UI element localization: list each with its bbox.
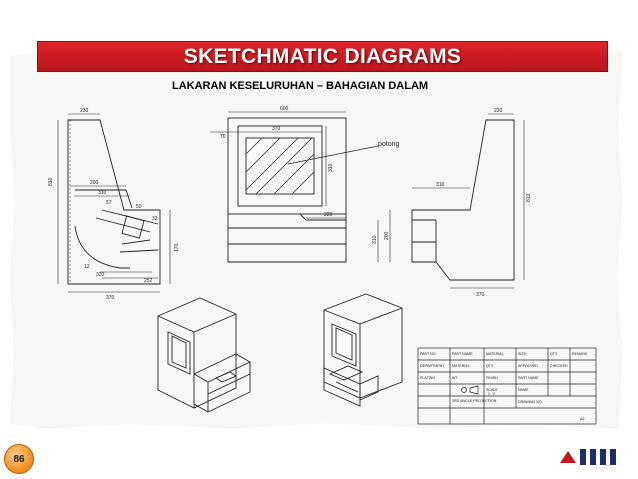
page-number: 86 bbox=[13, 453, 25, 465]
dim-label: 32 bbox=[152, 216, 158, 222]
dim-label: 370 bbox=[272, 126, 281, 132]
page-number-badge bbox=[4, 444, 34, 474]
title-banner bbox=[37, 41, 608, 72]
isometric-view-1 bbox=[158, 298, 250, 412]
dim-label: 200 bbox=[384, 231, 390, 240]
dim-label: 70 bbox=[220, 134, 226, 140]
title-block-cell: PLATING bbox=[420, 376, 436, 380]
dim-label: 57 bbox=[106, 200, 112, 206]
dim-label: 320 bbox=[96, 272, 105, 278]
callout-label: potong bbox=[378, 141, 400, 148]
dim-label: 310 bbox=[98, 190, 107, 196]
title-block-cell: 3RD ANGLE PROJECTION bbox=[452, 399, 497, 403]
front-view bbox=[210, 112, 346, 262]
title-block-cell: QTY bbox=[486, 364, 494, 368]
title-block-cell: SIZE bbox=[518, 352, 526, 356]
dim-label: 810 bbox=[48, 177, 54, 186]
title-block-cell: WT bbox=[452, 376, 458, 380]
title-block-cell: CHECKED bbox=[550, 364, 568, 368]
dim-label: 12 bbox=[84, 264, 90, 270]
title-block-cell: MATERIAL bbox=[452, 364, 470, 368]
slide-title: SKETCHMATIC DIAGRAMS bbox=[183, 44, 462, 68]
right-side-view bbox=[378, 114, 524, 288]
dim-label: 170 bbox=[174, 243, 180, 252]
dim-label: 50 bbox=[136, 204, 142, 210]
title-block-cell: DEPARTMENT bbox=[420, 364, 445, 368]
dim-label: 220 bbox=[494, 108, 503, 114]
dim-label: 600 bbox=[280, 106, 289, 112]
title-block-cell: FINISH bbox=[486, 376, 498, 380]
title-block-cell: QTY bbox=[550, 352, 558, 356]
dim-label: 310 bbox=[372, 235, 378, 244]
dim-label: 810 bbox=[526, 193, 532, 202]
title-block-cell: PART NAME bbox=[518, 376, 539, 380]
title-block-cell: REMARK bbox=[572, 352, 588, 356]
dim-label: 370 bbox=[476, 292, 485, 298]
title-block-cell: 1 : 2 bbox=[488, 392, 495, 396]
title-block-cell: NAME bbox=[518, 388, 529, 392]
title-block-cell: PART NO. bbox=[420, 352, 437, 356]
technical-drawing bbox=[40, 92, 600, 426]
left-side-view bbox=[58, 114, 170, 292]
dim-label: 310 bbox=[436, 182, 445, 188]
dim-label: 252 bbox=[144, 278, 153, 284]
title-block-cell: APPROVED bbox=[518, 364, 538, 368]
dim-label: 370 bbox=[106, 295, 115, 301]
dim-label: 220 bbox=[324, 212, 333, 218]
title-block-cell: PART NAME bbox=[452, 352, 473, 356]
title-block-cell: MATERIAL bbox=[486, 352, 504, 356]
title-block bbox=[418, 348, 596, 424]
title-block-cell: SCALE bbox=[486, 388, 498, 392]
dim-label: 200 bbox=[90, 180, 99, 186]
dim-label: 230 bbox=[80, 108, 89, 114]
title-block-cell: DRAWING NO. bbox=[518, 400, 543, 404]
isometric-view-2 bbox=[324, 294, 402, 406]
slide-subtitle: LAKARAN KESELURUHAN – BAHAGIAN DALAM bbox=[172, 80, 429, 92]
dim-label: 310 bbox=[328, 163, 334, 172]
title-block-cell: A3 bbox=[580, 417, 585, 421]
institution-logo bbox=[554, 441, 618, 471]
